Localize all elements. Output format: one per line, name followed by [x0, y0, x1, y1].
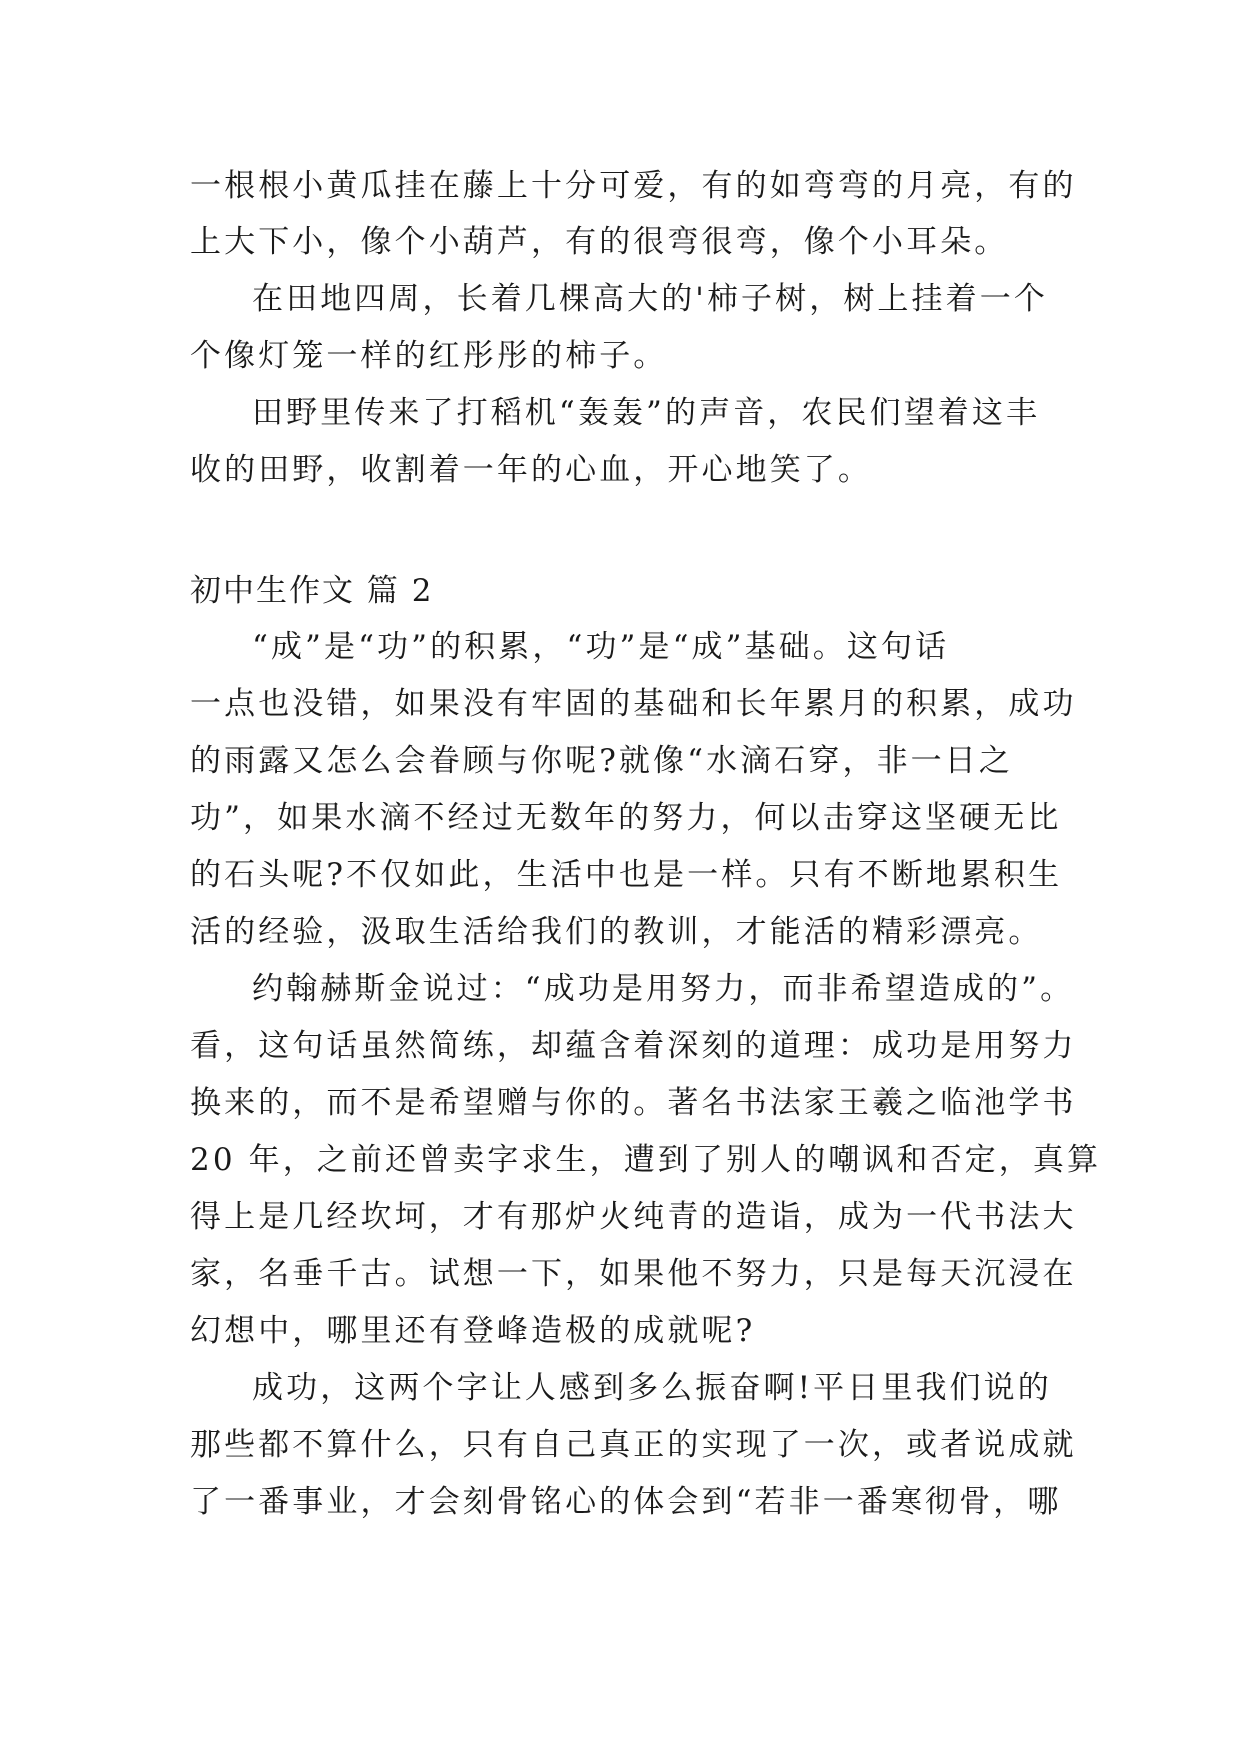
- paragraph-line: 家，名垂千古。试想一下，如果他不努力，只是每天沉浸在: [190, 1256, 1077, 1292]
- paragraph-line: 的石头呢?不仅如此，生活中也是一样。只有不断地累积生: [190, 857, 1063, 893]
- paragraph-line: 功”，如果水滴不经过无数年的努力，何以击穿这坚硬无比: [190, 800, 1062, 836]
- section-heading: 初中生作文 篇 2: [190, 573, 434, 609]
- paragraph-line: 田野里传来了打稻机“轰轰”的声音，农民们望着这丰: [252, 395, 1041, 431]
- paragraph-line: 换来的，而不是希望赠与你的。著名书法家王羲之临池学书: [190, 1085, 1077, 1121]
- paragraph-line: 幻想中，哪里还有登峰造极的成就呢?: [190, 1313, 756, 1349]
- paragraph-line: 在田地四周，长着几棵高大的'柿子树，树上挂着一个: [252, 281, 1048, 317]
- paragraph-line: 个像灯笼一样的红彤彤的柿子。: [190, 338, 668, 374]
- paragraph-line: 看，这句话虽然简练，却蕴含着深刻的道理：成功是用努力: [190, 1028, 1077, 1064]
- paragraph-line: 了一番事业，才会刻骨铭心的体会到“若非一番寒彻骨，哪: [190, 1484, 1062, 1520]
- paragraph-line: 上大下小，像个小葫芦，有的很弯很弯，像个小耳朵。: [190, 224, 1009, 260]
- paragraph-line: 那些都不算什么，只有自己真正的实现了一次，或者说成就: [190, 1427, 1077, 1463]
- paragraph-line: 得上是几经坎坷，才有那炉火纯青的造诣，成为一代书法大: [190, 1199, 1077, 1235]
- paragraph-line: 活的经验，汲取生活给我们的教训，才能活的精彩漂亮。: [190, 914, 1043, 950]
- paragraph-line: 收的田野，收割着一年的心血，开心地笑了。: [190, 452, 872, 488]
- paragraph-line: 20 年，之前还曾卖字求生，遭到了别人的嘲讽和否定，真算: [190, 1142, 1102, 1178]
- paragraph-line: “成”是“功”的积累，“功”是“成”基础。这句话: [252, 629, 950, 665]
- paragraph-line: 约翰赫斯金说过：“成功是用努力，而非希望造成的”。: [252, 971, 1075, 1007]
- paragraph-line: 一根根小黄瓜挂在藤上十分可爱，有的如弯弯的月亮，有的: [190, 168, 1077, 204]
- paragraph-line: 一点也没错，如果没有牢固的基础和长年累月的积累，成功: [190, 686, 1077, 722]
- paragraph-line: 的雨露又怎么会眷顾与你呢?就像“水滴石穿，非一日之: [190, 743, 1013, 779]
- paragraph-line: 成功，这两个字让人感到多么振奋啊!平日里我们说的: [252, 1370, 1052, 1406]
